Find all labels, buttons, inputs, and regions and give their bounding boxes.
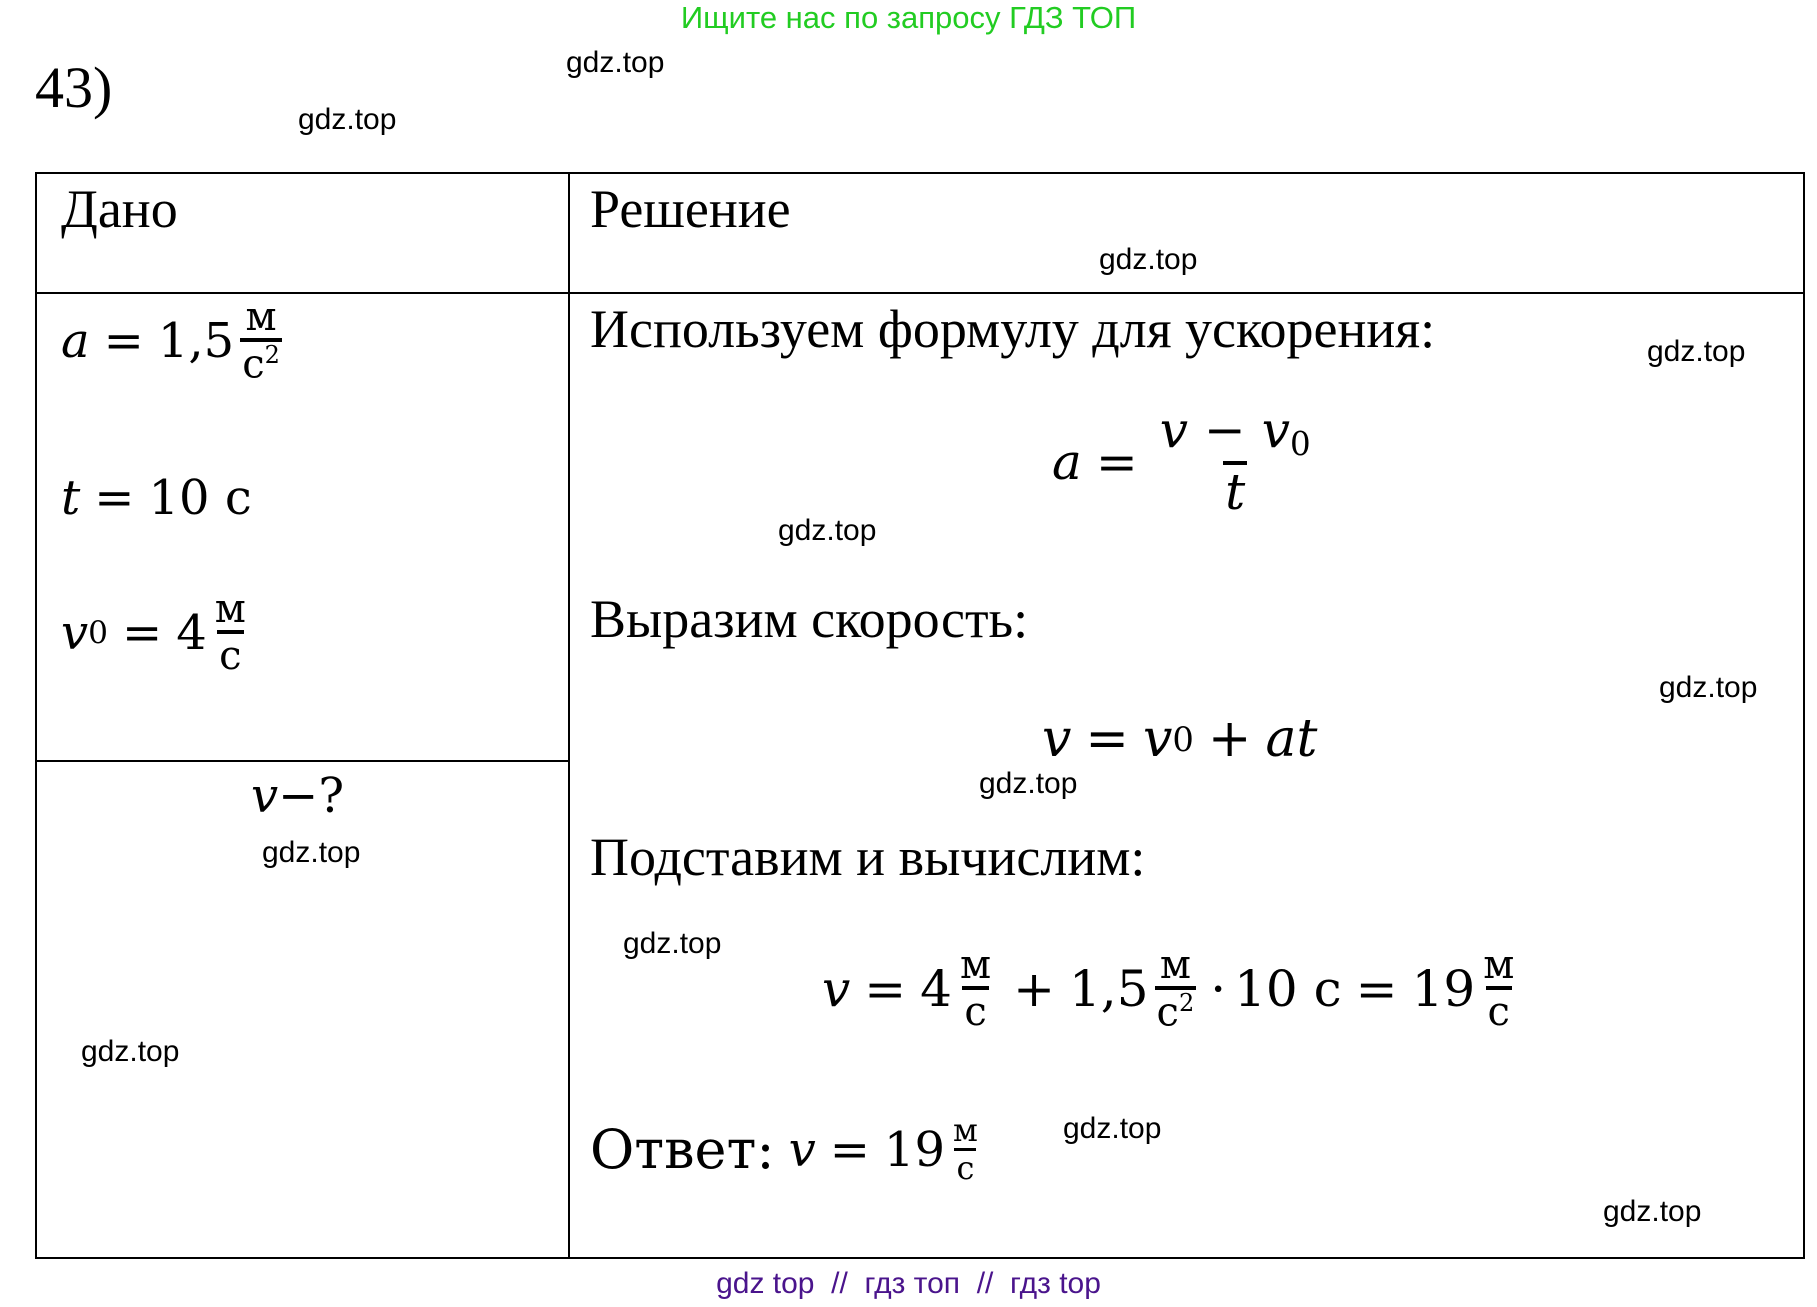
watermark: gdz.top [566,46,665,79]
solution-header: Решение [590,179,791,239]
unit-fraction: $\frac{м}{с}$ [214,586,246,679]
column-divider [568,174,570,1257]
watermark: gdz.top [262,836,361,869]
watermark: gdz.top [1659,671,1758,704]
watermark: gdz.top [298,103,397,136]
solution-line-1: Используем формулу для ускорения: [590,299,1436,359]
formula-acceleration: a = $\frac{v - v_0}{t}$ [1052,401,1311,522]
given-find-divider [37,760,569,762]
search-banner: Ищите нас по запросу ГДЗ ТОП [680,0,1137,35]
solution-line-2: Выразим скорость: [590,589,1029,649]
watermark: gdz.top [778,514,877,547]
find-velocity: v −? [251,768,345,824]
watermark: gdz.top [1099,243,1198,276]
solution-line-3: Подставим и вычислим: [590,827,1146,887]
watermark: gdz.top [1647,335,1746,368]
problem-number: 43) [35,55,113,120]
formula-calculation: v = 4 $\frac{м}{с}$ + 1,5 $\frac{м}{с^2}$ · 10 с = 19 $\frac{м}{с}$ [822,942,1515,1036]
watermark: gdz.top [979,767,1078,800]
given-time: t = 10 с [61,470,252,526]
given-initial-velocity: v 0 = 4 $\frac{м}{с}$ [61,586,246,679]
footer-links: gdz top // гдз топ // гдз top [716,1267,1101,1300]
watermark: gdz.top [1063,1112,1162,1145]
watermark: gdz.top [81,1035,180,1068]
solution-table [35,172,1805,1259]
formula-velocity: v = v 0 + at [1042,709,1318,769]
watermark: gdz.top [623,927,722,960]
given-header: Дано [61,179,178,239]
header-divider [37,292,1803,294]
unit-fraction: $\frac{м}{с^2}$ [242,294,280,388]
answer: Ответ: v = 19 $\frac{м}{с}$ [590,1111,978,1187]
watermark: gdz.top [1603,1195,1702,1228]
given-acceleration: a = 1,5 $\frac{м}{с^2}$ [61,294,280,388]
